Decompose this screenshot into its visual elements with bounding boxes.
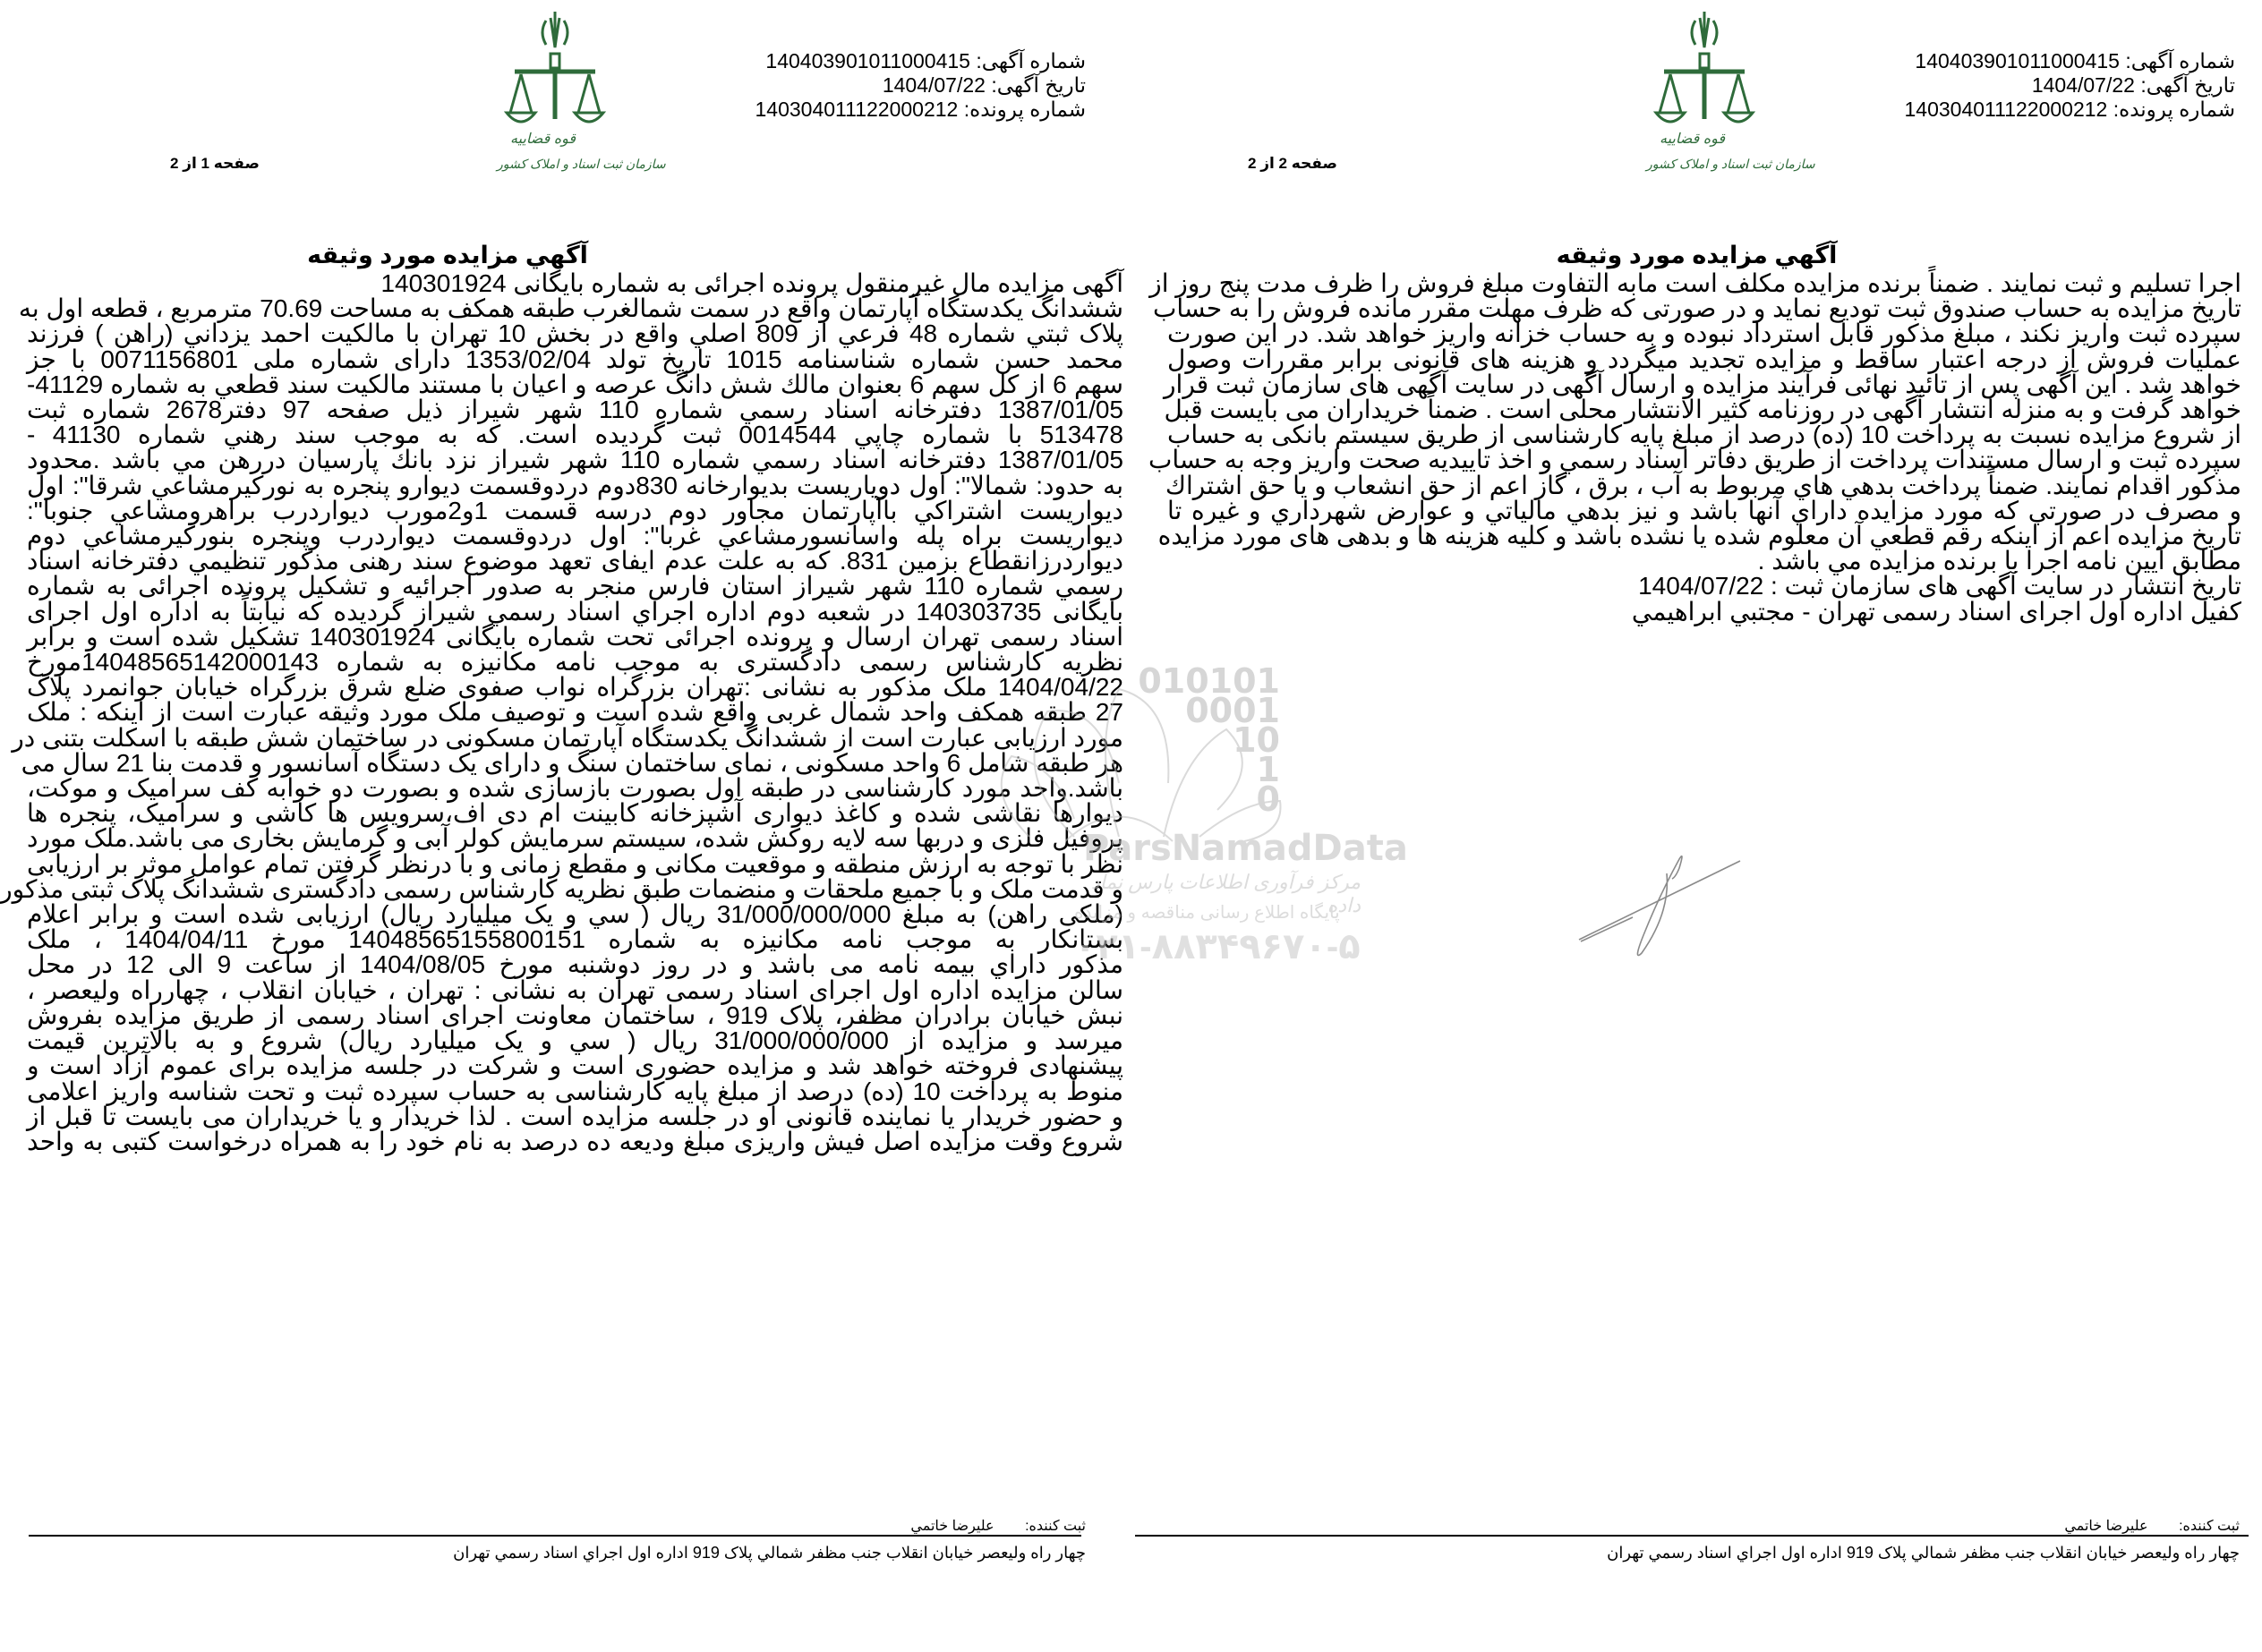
page-indicator: صفحه 1 از 2 [170, 155, 260, 172]
watermark-tagline: پایگاه اطلاع رسانی مناقصه و مزایده [1074, 903, 1340, 923]
body-line: هر طبقه شامل 6 واحد مسکونی ، نمای ساختمان سنگ و دارای یک دستگاه آسانسور و قدمت بنا 21 سال می [21, 748, 1123, 777]
body-line: 513478 با شماره چاپي 0014544 ثبت گرديده است. كه به موجب سند رهني شماره 41130 - [27, 421, 1123, 449]
body-line: نظر با توجه به ارزش منطقه و موقعیت مکانی و مقطع زمانی و با درنظر گرفتن تمام عوامل موثر بر ارزیابی [27, 849, 1123, 878]
body-line: سپرده ثبت واریز نکند ، مبلغ مذکور قابل استرداد نبوده و به حساب خزانه واریز خواهد شد. در این صورت [1167, 319, 2241, 348]
scales-of-justice-icon [501, 7, 609, 177]
footer-address: چهار راه وليعصر خيابان انقلاب جنب مظفر شمالي پلاک 919 اداره اول اجراي اسناد رسمي تهران [453, 1544, 1086, 1562]
body-line: خواهد شد . این آگهی پس از تائید نهائی فرآیند مزایده و ارسال آگهی در سایت آگهی های سازمان ثبت قرار [1164, 370, 2241, 398]
body-line: و حضور خریدار یا نماینده قانونی او در جلسه مزایده است . لذا خریدار و یا خریداران می بایست تا قبل از [27, 1102, 1123, 1130]
ad-date: 1404/07/22 [882, 73, 986, 97]
body-line: ديواردرزانقطاع بزمين 831. كه به علت عدم ایفای تعهد موضوع سند رهنی مذکور تنظيمي دفترخانه اسناد [27, 547, 1124, 575]
judiciary-emblem [1651, 7, 1758, 177]
footer-divider [29, 1535, 1081, 1537]
registrar-label: ثبت كننده: [2179, 1519, 2240, 1534]
body-line: نظریه کارشناس رسمی دادگستری به موجب نامه مکانیزه به شماره 14048565142000143مورخ [27, 648, 1123, 677]
body-line: رسمي شماره 110 شهر شيراز استان فارس منجر به صدور اجرائيه و تشكيل پرونده اجرائی به شماره [27, 572, 1124, 600]
page-indicator: صفحه 2 از 2 [1248, 155, 1337, 172]
body-line: به حدود: شمالا": اول دوياريست بديوارخانه 830دوم دردوقسمت ديوارو پنجره به نوركيرمشاعي شرقا": اول [27, 471, 1123, 499]
body-line: ديواريست اشتراكي باآپارتمان مجاور دوم درسه قسمت 1و2مورب ديواردرب براهرومشاعي جنوبا": [27, 496, 1123, 524]
registrar [910, 1517, 1086, 1535]
ad-number-label: شماره آگهی: [976, 49, 1086, 72]
body-line: 1404/04/22 ملک مذکور به نشانی :تهران بزرگراه نواب صفوی ضلع شرق بزرگراه خیابان جوانمرد پلاک [27, 673, 1123, 702]
case-number-label: شماره پرونده: [2113, 98, 2235, 121]
ad-date: 1404/07/22 [2031, 73, 2135, 97]
body-line: مورد ارزیابی عبارت است از ششدانگ یکدستگاه آپارتمان مسکونی در ساختمان شش طبقه با اسکلت بتنی در [12, 723, 1123, 752]
ad-number: 140403901011000415 [1915, 49, 2120, 72]
ad-meta [755, 49, 1086, 122]
body-line: میرسد و مزایده از 31/000/000/000 ریال ( سي و يک ميليارد ريال) شروع و به بالاترین قیمت [27, 1026, 1123, 1055]
body-line: از شروع مزایده نسبت به پرداخت 10 (ده) درصد از مبلغ پایه کارشناسی از طریق سیستم بانکی به حساب [1167, 421, 2241, 449]
publish-date-line: تاریخ انتشار در سایت آگهی های سازمان ثبت : 1404/07/22 [1638, 572, 2241, 600]
footer-address: چهار راه وليعصر خيابان انقلاب جنب مظفر شمالي پلاک 919 اداره اول اجراي اسناد رسمي تهران [1607, 1544, 2240, 1562]
registrar-label: ثبت كننده: [1025, 1519, 1086, 1534]
body-line: شروع وقت مزایده اصل فیش واریزی مبلغ ودیعه ده درصد به نام خود را به همراه درخواست کتبی به واحد [27, 1127, 1123, 1155]
notice-body [1148, 269, 2241, 626]
body-line: پروفیل فلزی و دربها سه لایه روکش شده، سیستم سرمایش کولر آبی و گرمایش بخاری می باشد.ملک مورد [27, 824, 1123, 853]
body-line: منوط به پرداخت 10 (ده) درصد از مبلغ پایه کارشناسی به حساب سپرده ثبت و تحت شناسه واریز اعلامی [27, 1077, 1123, 1105]
body-line: عملیات فروش از درجه اعتبار ساقط و مزایده تجدید میگردد و هزینه های قانونی برابر مقررات وصول [1167, 345, 2241, 373]
body-line: و قدمت ملک و با جمیع ملحقات و منضمات طبق نظریه کارشناس رسمی دادگستری ششدانگ پلاک ثبتی مذکور [0, 874, 1123, 903]
body-line: ششدانگ یکدستگاه آپارتمان واقع در سمت شمالغرب طبقه همکف به مساحت 70.69 مترمربع ، قطعه اول به [18, 294, 1123, 323]
body-line: پیشنهادی فروخته خواهد شد و مزایده حضوری است و شرکت در جلسه مزایده برای عموم آزاد است و [27, 1052, 1123, 1080]
ad-number-label: شماره آگهی: [2125, 49, 2235, 72]
case-number-label: شماره پرونده: [963, 98, 1086, 121]
body-line: باشد.واحد مورد کارشناسی در طبقه اول بصورت بازسازی شده و بصورت دو خوابه کف سرامیک و موکت، [27, 774, 1123, 803]
ad-number: 140403901011000415 [765, 49, 970, 72]
body-line: محمد حسن شماره شناسنامه 1015 تاریخ تولد 1353/02/04 دارای شماره ملی 0071156801 با جز [27, 345, 1123, 373]
body-line: سالن مزایده اداره اول اجرای اسناد رسمی تهران به نشانی : تهران ، خیابان انقلاب ، چهارراه ولیعصر ، [27, 975, 1123, 1004]
body-line: دیوارها نقاشی شده و کاغذ دیواری آشپزخانه کابینت ام دی اف،سرویس ها کاشی و سرامیک، پنجره ها [27, 799, 1123, 828]
notice-body [0, 269, 1124, 1155]
body-line: بستانکار به موجب نامه مکانیزه به شماره 14048565155800151 مورخ 1404/04/11 ، ملک [27, 925, 1123, 954]
body-line: اجرا تسلیم و ثبت نمایند . ضمناً برنده مزایده مکلف است مابه التفاوت مبلغ فروش را ظرف مدت پنج روز از [1149, 269, 2241, 297]
body-line: نبش خیابان برادران مظفر، پلاک 919 ، ساختمان معاونت اجرای اسناد رسمی از طریق مزایده بفروش [27, 1001, 1123, 1029]
watermark-subtitle: مرکز فرآوری اطلاعات پارس نماد داده [1090, 871, 1361, 916]
judiciary-emblem [501, 7, 609, 177]
body-line: (ملکی راهن) به مبلغ 31/000/000/000 ریال ( سي و يک ميليارد ريال) ارزیابی شده است و برابر اعلام [27, 900, 1123, 929]
page-2 [1131, 0, 2262, 1652]
emblem-caption: قوه قضاییه [510, 132, 576, 147]
body-line: 27 طبقه همکف واحد شمال غربی واقع شده است و توصیف ملک مورد وثیقه عبارت است از اینکه : ملک [27, 698, 1123, 727]
body-line: سهم 6 از كل سهم 6 بعنوان مالك شش دانگ عرصه و اعيان با مستند مالكيت سند قطعي به شماره 41129- [27, 370, 1123, 398]
body-line: تاریخ مزایده به حساب صندوق ثبت تودیع نماید و در صورتی که ظرف مهلت مقرر مانده فروش را به حساب [1152, 294, 2241, 323]
watermark-brand: ParsNamadData [1083, 828, 1408, 869]
footer-divider [1135, 1535, 2249, 1537]
case-number: 140304011122000212 [755, 98, 959, 121]
body-line: سپرده ثبت و ارسال مستندات پرداخت از طریق دفاتر اسناد رسمي و اخذ تاييديه صحت واريز وجه به حساب [1148, 446, 2241, 474]
registrar [2064, 1517, 2240, 1535]
body-line: مذكور اقدام نمايند. ضمناً پرداخت بدهي هاي مربوط به آب ، برق ، گاز اعم از حق انشعاب و يا حق اشتراك [1165, 471, 2241, 499]
body-line: آگهی مزایده مال غیرمنقول پرونده اجرائی به شماره بایگانی 140301924 [380, 269, 1123, 297]
ad-date-label: تاریخ آگهی: [991, 73, 1086, 97]
notice-title: آگهي مزايده مورد وثيقه [1556, 242, 1838, 268]
body-line: خواهد گرفت و به منزله انتشار آگهی در روزنامه کثیر الانتشار محلی است . ضمناً خریداران می بایست قبل [1164, 396, 2241, 424]
signatory-line: كفيل اداره اول اجرای اسناد رسمی تهران - مجتبي ابراهيمي [1631, 597, 2241, 626]
watermark-bits: 010101 0001 10 1 0 [1138, 661, 1280, 819]
body-line: 1387/01/05 دفترخانه اسناد رسمي شماره 110 شهر شيراز ذيل صفحه 97 دفتر2678 شماره ثبت [27, 396, 1123, 424]
registrar-name: عليرضا خاتمي [910, 1519, 994, 1534]
body-line: مطابق آيين نامه اجرا با برنده مزايده مي باشد . [1757, 547, 2241, 575]
body-line: تاريخ مزايده اعم از اينكه رقم قطعي آن معلوم شده يا نشده باشد و كليه هزينه ها و بدهی های مورد مزایده [1157, 522, 2241, 550]
body-line: مذكور داراي بيمه نامه می باشد و در روز دوشنبه مورخ 1404/08/05 از ساعت 9 الی 12 در محل [27, 950, 1123, 979]
emblem-org: سازمان ثبت اسناد و املاک کشور [497, 157, 666, 171]
watermark-phone: ۰۲۱-۸۸۳۴۹۶۷۰-۵ [1074, 927, 1361, 967]
emblem-caption: قوه قضاییه [1660, 132, 1725, 147]
scales-of-justice-icon [1651, 7, 1758, 177]
case-number: 140304011122000212 [1904, 98, 2108, 121]
ad-meta [1905, 49, 2235, 122]
body-line: بایگانی 140303735 در شعبه دوم اداره اجراي اسناد رسمي شيراز گرديده كه نيابتاً به اداره اول اجرای [27, 597, 1123, 626]
body-line: و مصرف در صورتي كه مورد مزايده داراي آنها باشد و نيز بدهي مالياتي و عوارض شهرداري و غيره تا [1167, 496, 2241, 524]
registrar-name: عليرضا خاتمي [2064, 1519, 2148, 1534]
emblem-org: سازمان ثبت اسناد و املاک کشور [1646, 157, 1815, 171]
body-line: ديواريست براه پله واسانسورمشاعي غربا": اول دردوقسمت ديواردرب وپنجره بنوركيرمشاعي دوم [27, 522, 1123, 550]
ad-date-label: تاریخ آگهی: [2140, 73, 2235, 97]
body-line: پلاک ثبتي شماره 48 فرعي از 809 اصلي واقع در بخش 10 تهران با مالكيت احمد يزداني (راهن ) فرزند [27, 319, 1123, 348]
body-line: اسناد رسمی تهران ارسال و پرونده اجرائی تحت شماره بایگانی 140301924 تشکیل شده است و برابر [27, 622, 1124, 651]
body-line: 1387/01/05 دفترخانه اسناد رسمي شماره 110 شهر شيراز نزد بانك پارسيان دررهن مي باشد .محدود [27, 446, 1123, 474]
signature-icon [1570, 841, 1767, 975]
notice-title: آگهي مزايده مورد وثيقه [307, 242, 588, 268]
